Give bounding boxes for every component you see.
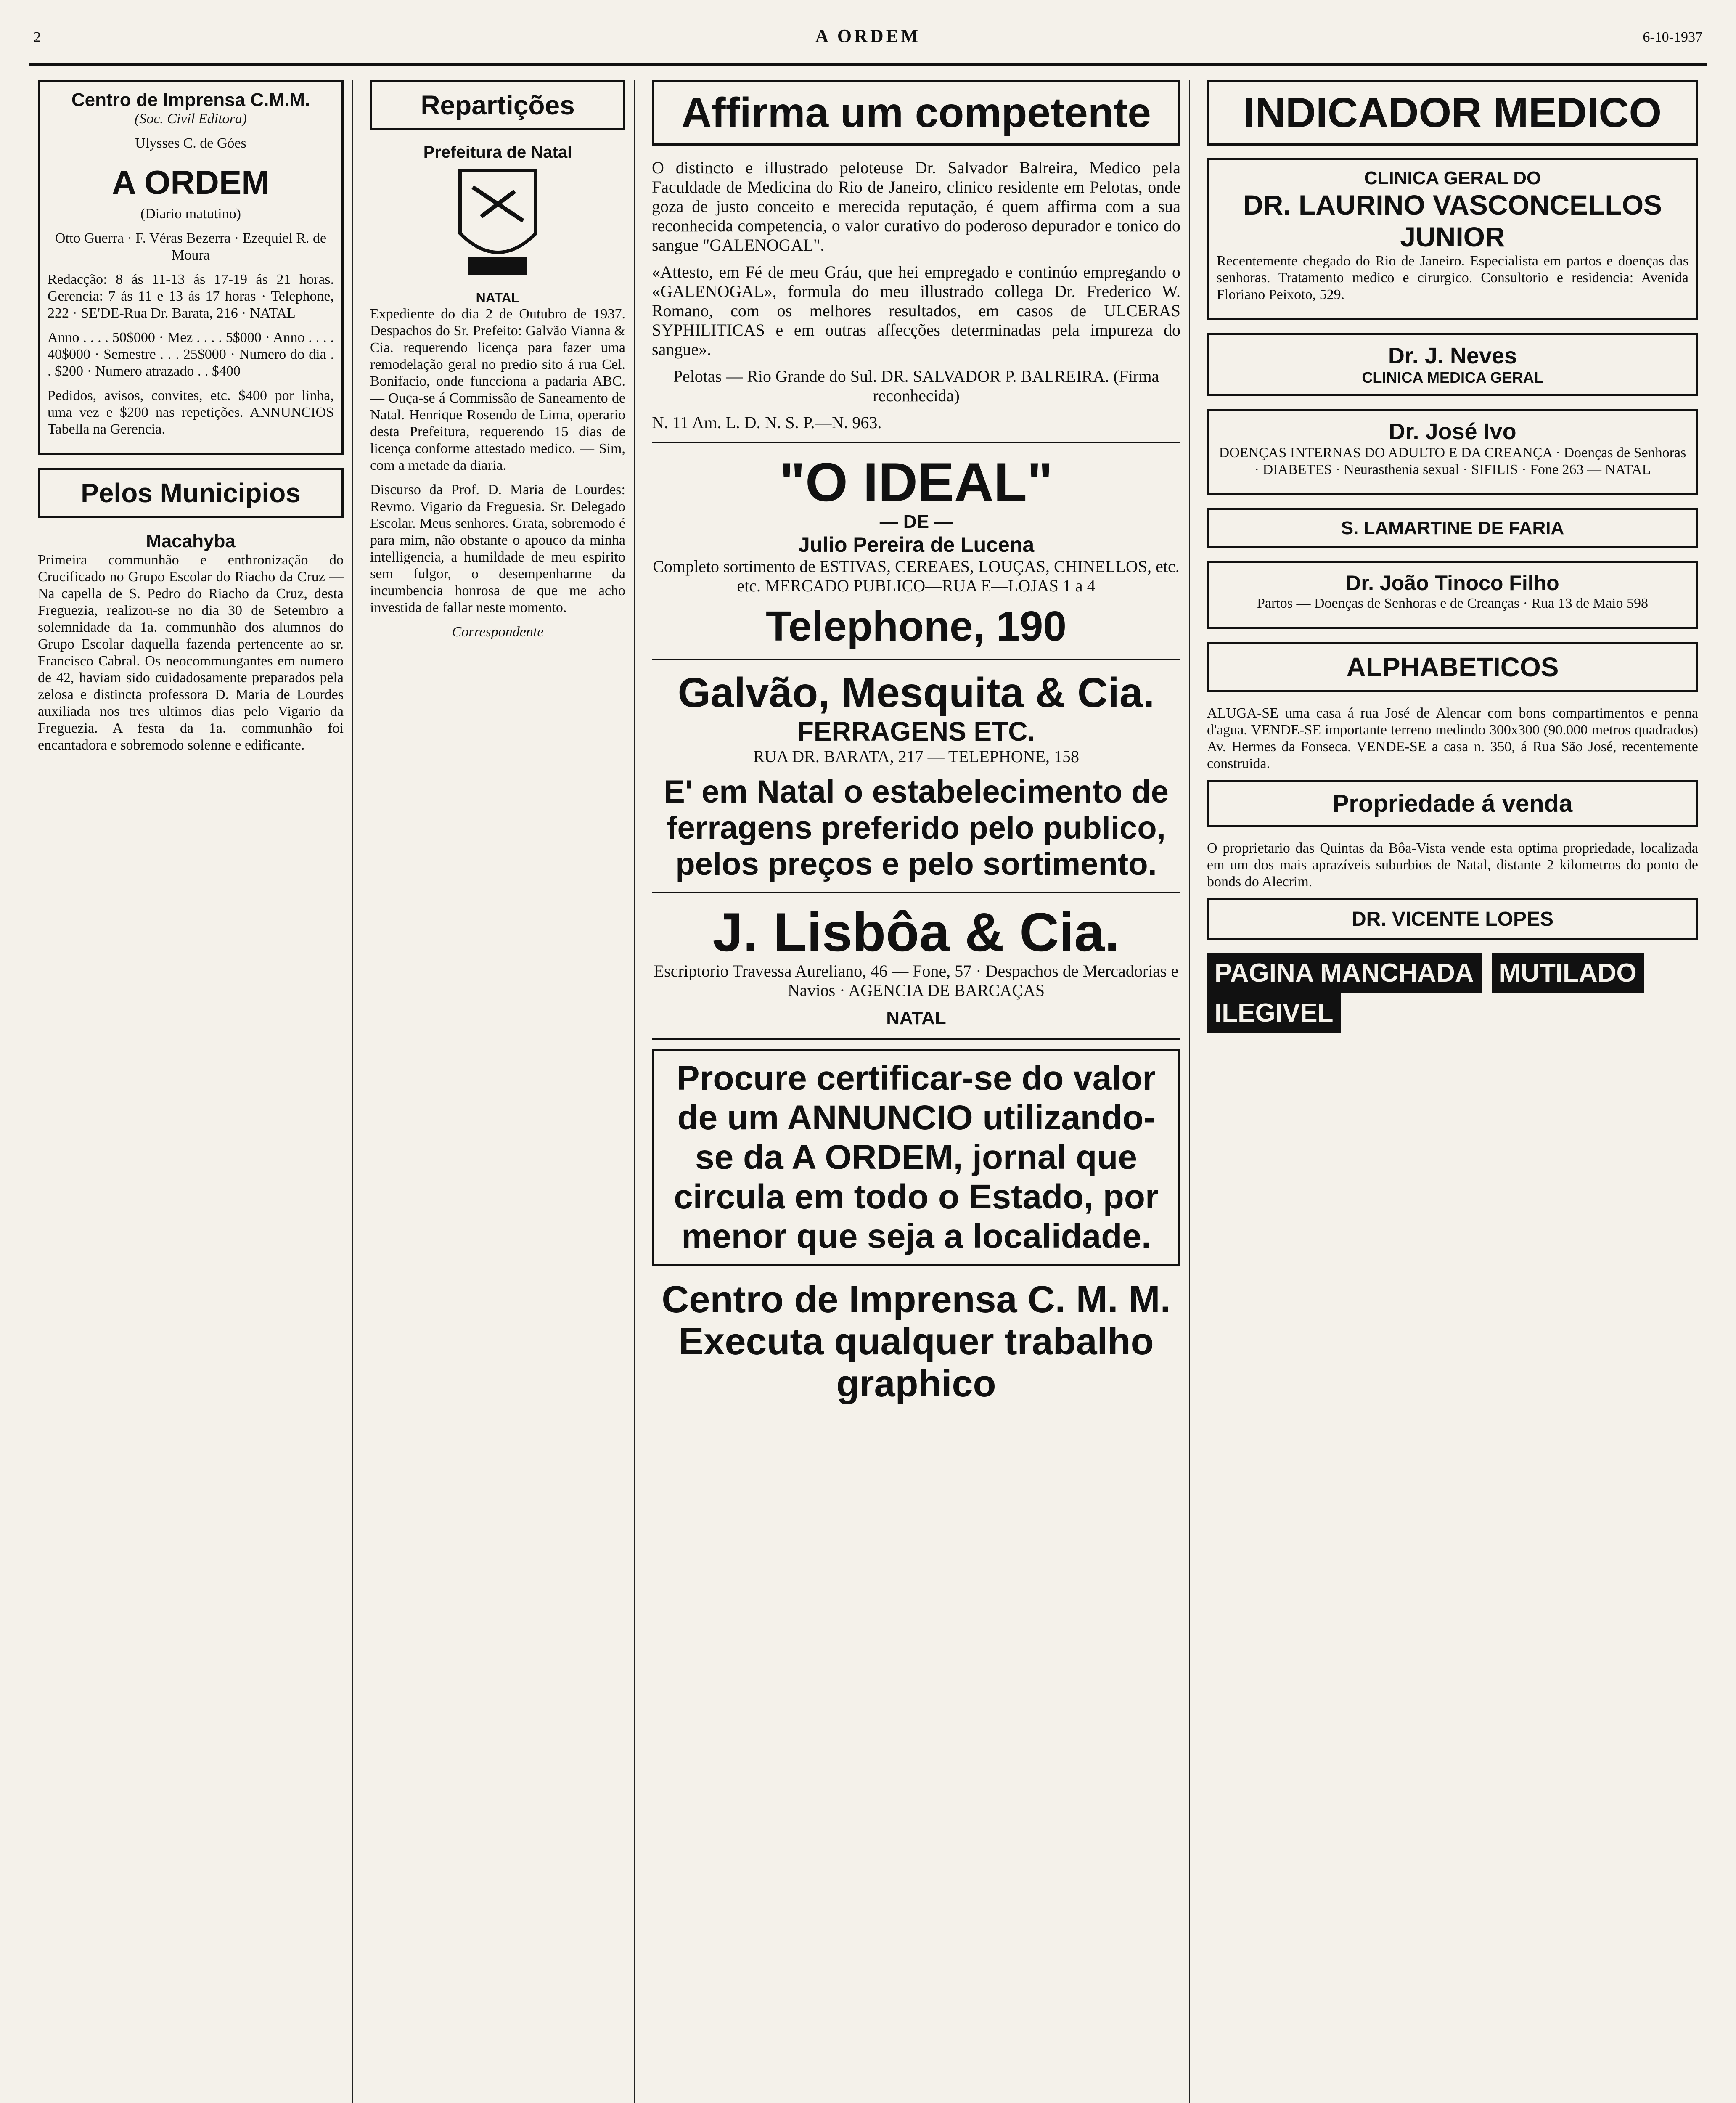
galenogal-signature: Pelotas — Rio Grande do Sul. DR. SALVADOR P. BALREIRA. (Firma reconhecida) bbox=[673, 367, 1159, 405]
galvao-title: Galvão, Mesquita & Cia. bbox=[677, 669, 1155, 716]
expediente-text: Redacção: 8 ás 11-13 ás 17-19 ás 21 horas. Gerencia: 7 ás 11 e 13 ás 17 horas · Telephone, 222 · SE'DE-Rua Dr. Barata, 216 · NATAL bbox=[48, 272, 334, 321]
natal-emblem-icon bbox=[443, 162, 553, 288]
galenogal-quote: «Attesto, em Fé de meu Gráu, que hei empregado e continúo empregando o «GALENOGAL», formula do meu illustrado collega Dr. Frederico W. Romano, com os melhores resultados, em casos de ULCERAS SYPHILITICAS e em outras affecções determinadas pela impureza do sangue». bbox=[652, 262, 1180, 359]
column-2 bbox=[362, 80, 635, 2103]
masthead bbox=[29, 25, 1707, 66]
galenogal-heading: Affirma um competente bbox=[652, 80, 1180, 146]
laurino-name: DR. LAURINO VASCONCELLOS JUNIOR bbox=[1243, 189, 1662, 252]
neves-name: Dr. J. Neves bbox=[1388, 343, 1517, 368]
tag-ilegivel: ILEGIVEL bbox=[1207, 993, 1341, 1033]
natal-emblem bbox=[370, 162, 625, 306]
column-1 bbox=[29, 80, 353, 2103]
galvao-slogan: E' em Natal o estabelecimento de ferragens preferido pelo publico, pelos preços e pelo sortimento. bbox=[664, 774, 1169, 882]
propriedade-text: O proprietario das Quintas da Bôa-Vista vende esta optima propriedade, localizada em um dos mais aprazíveis suburbios de Natal, distante 2 kilometros do ponto de bonds do Alecrim. bbox=[1207, 840, 1698, 890]
lisboa-text: Escriptorio Travessa Aureliano, 46 — Fone, 57 · Despachos de Mercadorias e Navios · AGENCIA DE BARCAÇAS bbox=[654, 961, 1179, 1000]
column-4 bbox=[1199, 80, 1707, 2103]
galenogal-ref: N. 11 Am. L. D. N. S. P.—N. 963. bbox=[652, 413, 882, 432]
clinica-label: CLINICA GERAL DO bbox=[1364, 168, 1541, 188]
divider bbox=[652, 659, 1180, 660]
galvao-address: RUA DR. BARATA, 217 — TELEPHONE, 158 bbox=[753, 747, 1079, 766]
press-center-sub: (Soc. Civil Editora) bbox=[134, 111, 247, 127]
laurino-ad bbox=[1207, 158, 1698, 320]
galvao-ad bbox=[652, 670, 1180, 882]
expediente-body: Expediente do dia 2 de Outubro de 1937. Despachos do Sr. Prefeito: Galvão Vianna & Cia. requerendo licença para fazer uma remodelação geral no predio sito á rua Cel. Bonifacio, onde funcciona a padaria ABC. — Ouça-se á Commissão de Saneamento de Natal. Henrique Rosendo de Lima, operario desta Prefeitura, requerendo 15 dias de licença conforme attestado medico. — Sim, com a metade da diaria. bbox=[370, 306, 625, 473]
ideal-owner: Julio Pereira de Lucena bbox=[798, 533, 1035, 556]
procure-text: Procure certificar-se do valor de um ANNUNCIO utilizando-se da A ORDEM, jornal que circula em todo o Estado, por menor que seja a localidade. bbox=[674, 1059, 1159, 1255]
ideal-ad bbox=[652, 453, 1180, 649]
tag-manchada: PAGINA MANCHADA bbox=[1207, 953, 1482, 993]
galenogal-body: O distincto e illustrado peloteuse Dr. Salvador Balreira, Medico pela Faculdade de Medicina do Rio de Janeiro, clinico residente em Pelotas, onde goza de justo conceito e merecida reputação, é quem affirma com a sua reconhecida competencia, o valor curativo do poderoso depurador e tonico do sangue "GALENOGAL". bbox=[652, 158, 1180, 254]
lisboa-title: J. Lisbôa & Cia. bbox=[712, 901, 1120, 963]
paper-name: A ORDEM bbox=[112, 164, 270, 201]
ideal-text: Completo sortimento de ESTIVAS, CEREAES, LOUÇAS, CHINELLOS, etc. etc. MERCADO PUBLICO—RUA E—LOJAS 1 a 4 bbox=[653, 557, 1180, 595]
ideal-title: "O IDEAL" bbox=[779, 451, 1053, 513]
signoff: Correspondente bbox=[452, 624, 544, 640]
publication-text: Pedidos, avisos, convites, etc. $400 por linha, uma vez e $200 nas repetições. ANNUNCIOS Tabella na Gerencia. bbox=[48, 388, 334, 437]
laurino-text: Recentemente chegado do Rio de Janeiro. Especialista em partos e doenças das senhoras. Tratamento medico e cirurgico. Consultorio e residencia: Avenida Floriano Peixoto, 529. bbox=[1217, 253, 1688, 302]
director-name: Ulysses C. de Góes bbox=[135, 135, 246, 151]
paper-sub: (Diario matutino) bbox=[140, 206, 241, 222]
tinoco-ad bbox=[1207, 561, 1698, 629]
damage-tags bbox=[1207, 953, 1698, 1033]
paper-title: A ORDEM bbox=[815, 26, 921, 46]
lisboa-city: NATAL bbox=[886, 1008, 946, 1028]
section-heading: Pelos Municipios bbox=[38, 468, 344, 518]
centro-ad: Centro de Imprensa C. M. M. Executa qualquer trabalho graphico bbox=[662, 1279, 1171, 1405]
ivo-ad bbox=[1207, 409, 1698, 495]
page-number: 2 bbox=[34, 29, 41, 45]
neves-sub: CLINICA MEDICA GERAL bbox=[1362, 369, 1543, 386]
propriedade-heading: Propriedade á venda bbox=[1207, 780, 1698, 827]
lisboa-ad bbox=[652, 903, 1180, 1029]
faria-name: S. LAMARTINE DE FARIA bbox=[1341, 518, 1564, 538]
ideal-de: — DE — bbox=[879, 511, 953, 532]
alphabeticos-heading: ALPHABETICOS bbox=[1207, 642, 1698, 692]
place-heading: Macahyba bbox=[146, 531, 236, 551]
municipios-body: Primeira communhão e enthronização do Crucificado no Grupo Escolar do Riacho da Cruz — Na capella de S. Pedro do Riacho da Cruz, desta Freguezia, realizou-se no dia 30 de Setembro a solemnidade da 1a. communhão dos alumnos do Grupo Escolar daquella fazenda pertencente ao sr. Francisco Cabral. Os neocommungantes em numero de 42, haviam sido cuidadosamente preparados pela zelosa e distincta professora D. Maria de Lourdes auxiliada nos tres ultimos dias pelo Vigario da Freguezia. A festa da 1a. communhão foi encantadora e sobremodo solenne e edificante. bbox=[38, 552, 344, 753]
tinoco-name: Dr. João Tinoco Filho bbox=[1346, 571, 1559, 595]
divider bbox=[652, 1038, 1180, 1040]
speech-body: Discurso da Prof. D. Maria de Lourdes: Revmo. Vigario da Freguesia. Sr. Delegado Escolar. Meus senhores. Grata, sobremodo é para mim, não obstante o apouco da minha intelligencia, a humildade de meu espirito sem fulgor, o desempenharme da incumbencia honrosa de que me acho investida de fallar neste momento. bbox=[370, 482, 625, 615]
ivo-name: Dr. José Ivo bbox=[1389, 419, 1516, 444]
neves-ad bbox=[1207, 333, 1698, 396]
tinoco-text: Partos — Doenças de Senhoras e de Creanças · Rua 13 de Maio 598 bbox=[1257, 596, 1649, 611]
lopes-ad: DR. VICENTE LOPES bbox=[1207, 898, 1698, 940]
ideal-phone: Telephone, 190 bbox=[765, 603, 1067, 650]
galvao-sub: FERRAGENS ETC. bbox=[797, 716, 1035, 747]
reparticoes-heading: Repartições bbox=[370, 80, 625, 130]
divider bbox=[652, 892, 1180, 893]
expediente-box bbox=[38, 80, 344, 455]
subscription-text: Anno . . . . 50$000 · Mez . . . . 5$000 · Anno . . . . 40$000 · Semestre . . . 25$000 · Numero do dia . . $200 · Numero atrazado . . $400 bbox=[48, 330, 334, 379]
press-center-heading: Centro de Imprensa C.M.M. bbox=[71, 90, 310, 110]
faria-ad bbox=[1207, 508, 1698, 548]
issue-date: 6-10-1937 bbox=[1643, 29, 1702, 45]
indicador-heading: INDICADOR MEDICO bbox=[1207, 80, 1698, 146]
ivo-text: DOENÇAS INTERNAS DO ADULTO E DA CREANÇA · Doenças de Senhoras · DIABETES · Neurasthenia sexual · SIFILIS · Fone 263 — NATAL bbox=[1219, 445, 1686, 477]
divider bbox=[652, 442, 1180, 443]
emblem-label: NATAL bbox=[476, 290, 520, 305]
prefeitura-heading: Prefeitura de Natal bbox=[423, 143, 572, 162]
column-3 bbox=[643, 80, 1190, 2103]
procure-ad bbox=[652, 1049, 1180, 1266]
tag-mutilado: MUTILADO bbox=[1492, 953, 1644, 993]
alphabeticos-text: ALUGA-SE uma casa á rua José de Alencar com bons compartimentos e penna d'agua. VENDE-SE importante terreno medindo 300x300 (90.000 metros quadrados) Av. Hermes da Fonseca. VENDE-SE a casa n. 350, á Rua São José, recentemente construida. bbox=[1207, 705, 1698, 771]
staff-names: Otto Guerra · F. Véras Bezerra · Ezequiel R. de Moura bbox=[55, 230, 327, 263]
